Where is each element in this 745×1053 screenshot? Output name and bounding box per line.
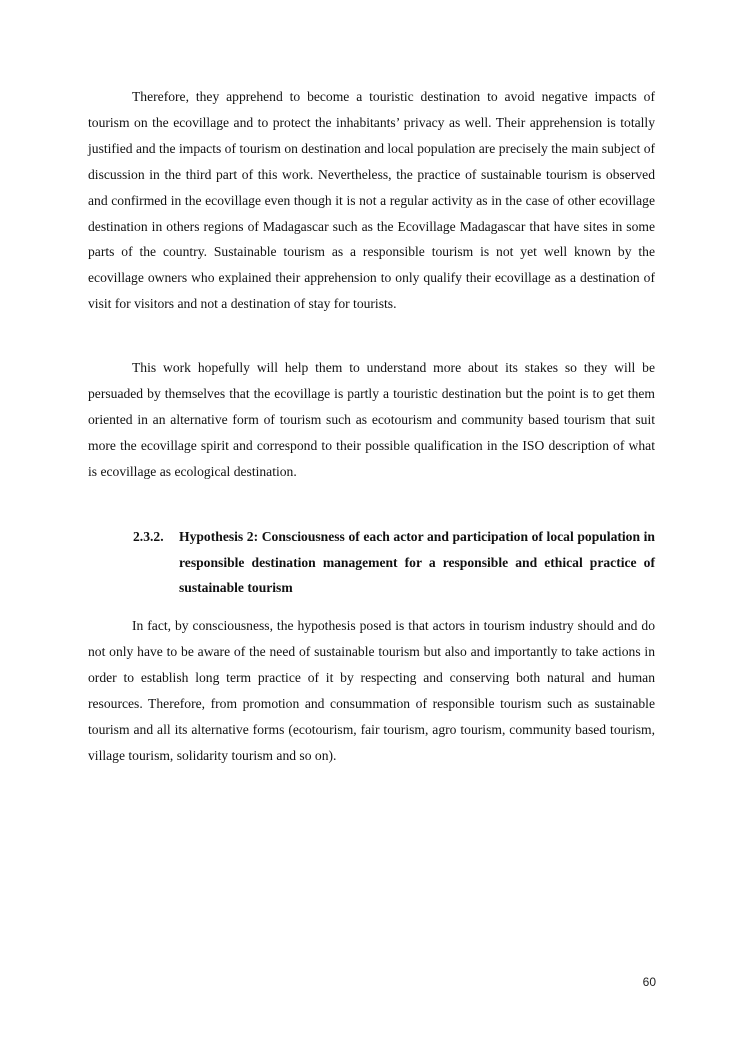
- paragraph-work-purpose: This work hopefully will help them to understand more about its stakes so they will be persuaded by themselves that the ecovillage is partly a touristic destination but the point is to get them oriented in an alternative form of tourism such as ecotourism and community based tourism that suit more the ecovillage spirit and correspond to their possible qualification in the ISO description of what is ecovillage as ecological destination.: [88, 360, 655, 479]
- section-heading: [133, 524, 655, 601]
- section-number: 2.3.2.: [133, 529, 164, 544]
- page-number: 60: [642, 975, 656, 989]
- paragraph-apprehension: Therefore, they apprehend to become a touristic destination to avoid negative impacts of tourism on the ecovillage and to protect the inhabitants’ privacy as well. Their apprehension is totally justified and the impacts of tourism on destination and local population are precisely the main subject of discussion in the third part of this work. Nevertheless, the practice of sustainable tourism is observed and confirmed in the ecovillage even though it is not a regular activity as in the case of other ecovillage destination in others regions of Madagascar such as the Ecovillage Madagascar that have sites in some parts of the country. Sustainable tourism as a responsible tourism is not yet well known by the ecovillage owners who explained their apprehension to only qualify their ecovillage as a destination of visit for visitors and not a destination of stay for tourists.: [88, 89, 656, 312]
- section-title: Hypothesis 2: Consciousness of each actor and participation of local population in responsible destination management for a responsible and ethical practice of sustainable tourism: [179, 529, 655, 595]
- paragraph-consciousness: In fact, by consciousness, the hypothesis posed is that actors in tourism industry should and do not only have to be aware of the need of sustainable tourism but also and importantly to take actions in order to establish long term practice of it by respecting and conserving both natural and human resources. Therefore, from promotion and consummation of responsible tourism such as sustainable tourism and all its alternative forms (ecotourism, fair tourism, agro tourism, community based tourism, village tourism, solidarity tourism and so on).: [88, 618, 655, 763]
